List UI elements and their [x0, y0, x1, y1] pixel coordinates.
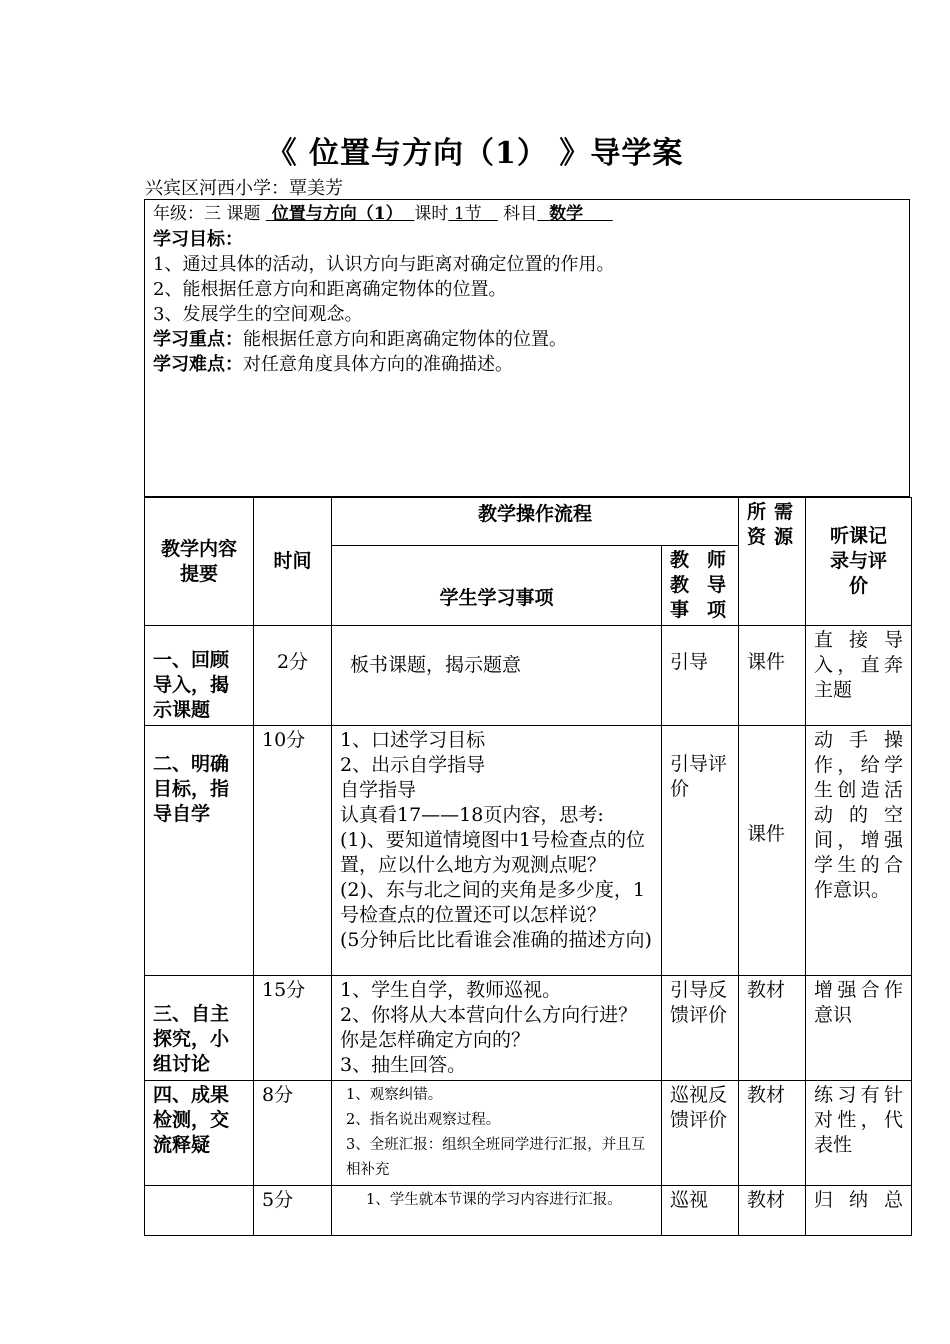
subject-label: 科目: [503, 204, 538, 224]
steps-cell: 板书课题，揭示题意: [332, 626, 662, 726]
page-title: 《 位置与方向（1） 》导学案: [266, 136, 684, 171]
steps-cell: 1、观察纠错。 2、指名说出观察过程。 3、全班汇报：组织全班同学进行汇报，并且互相补充: [332, 1081, 662, 1186]
resource-cell: 教材: [739, 1186, 806, 1236]
topic-value: 位置与方向（1）: [271, 204, 403, 224]
teacher-cell: 引导反馈评价: [662, 976, 739, 1081]
author-line: 兴宾区河西小学：覃美芳: [145, 178, 343, 199]
time-cell: 15分: [254, 976, 332, 1081]
time-cell: 5分: [254, 1186, 332, 1236]
note-cell: 练习有针对性，代表性: [806, 1081, 912, 1186]
resource-cell: 教材: [739, 976, 806, 1081]
time-cell: 2分: [254, 626, 332, 726]
header-teacher: 教 师 教 导 事 项: [662, 546, 739, 626]
steps-cell: 1、口述学习目标 2、出示自学指导 自学指导 认真看17——18页内容，思考: (1)、要知道情境图中1号检查点的位置，应以什么地方为观测点呢？ (2)、东与北之间的夹角是多少度，1号检查点的位置还可以怎样说？ (5分钟后比比看谁会准确的描述方向): [332, 726, 662, 976]
teacher-cell: 巡视反馈评价: [662, 1081, 739, 1186]
subject-value: 数学: [549, 204, 584, 224]
resource-cell: 教材: [739, 1081, 806, 1186]
info-row: [153, 202, 901, 227]
lesson-table: [144, 497, 912, 1236]
resource-cell: 课件: [739, 626, 806, 726]
teacher-cell: 引导: [662, 626, 739, 726]
goal-item-2: 2、能根据任意方向和距离确定物体的位置。: [153, 279, 507, 300]
goals-heading: 学习目标：: [153, 229, 243, 250]
header-resources: 所 需 资 源: [739, 498, 806, 626]
section-cell: 三、自主探究，小组讨论: [145, 976, 254, 1081]
hours-value: 1节: [453, 204, 482, 224]
table-row: [145, 626, 912, 726]
grade-label: 年级：: [153, 204, 204, 224]
section-cell: 四、成果检测，交流释疑: [145, 1081, 254, 1186]
goal-item-3: 3、发展学生的空间观念。: [153, 304, 363, 325]
note-cell: 直接导入，直奔主题: [806, 626, 912, 726]
goal-item-1: 1、通过具体的活动，认识方向与距离对确定位置的作用。: [153, 254, 615, 275]
header-time: 时间: [254, 498, 332, 626]
steps-cell: 1、学生就本节课的学习内容进行汇报。: [332, 1186, 662, 1236]
teacher-cell: 引导评价: [662, 726, 739, 976]
table-row: [145, 726, 912, 976]
key-point: 学习重点：能根据任意方向和距离确定物体的位置。: [153, 329, 567, 350]
note-cell: 归纳总: [806, 1186, 912, 1236]
section-cell: [145, 1186, 254, 1236]
header-flow: 教学操作流程: [332, 498, 739, 546]
header-student: 学生学习事项: [332, 546, 662, 626]
table-row: [145, 976, 912, 1081]
table-row: [145, 1186, 912, 1236]
difficulty-point: 学习难点：对任意角度具体方向的准确描述。: [153, 354, 513, 375]
header-content: 教学内容提要: [145, 498, 254, 626]
grade-value: 三: [204, 204, 221, 224]
info-box: [144, 199, 910, 497]
table-row: [145, 1081, 912, 1186]
header-notes: 听课记录与评价: [806, 498, 912, 626]
topic-label: 课题: [226, 204, 261, 224]
hours-label: 课时: [414, 204, 449, 224]
time-cell: 10分: [254, 726, 332, 976]
note-cell: 动手操作，给学生创造活动的空间，增强学生的合作意识。: [806, 726, 912, 976]
time-cell: 8分: [254, 1081, 332, 1186]
resource-cell: 课件: [739, 726, 806, 976]
steps-cell: 1、学生自学，教师巡视。 2、你将从大本营向什么方向行进？你是怎样确定方向的？ 3、抽生回答。: [332, 976, 662, 1081]
teacher-cell: 巡视: [662, 1186, 739, 1236]
note-cell: 增强合作意识: [806, 976, 912, 1081]
section-cell: 二、明确目标，指导自学: [145, 726, 254, 976]
section-cell: 一、回顾导入，揭示课题: [145, 626, 254, 726]
